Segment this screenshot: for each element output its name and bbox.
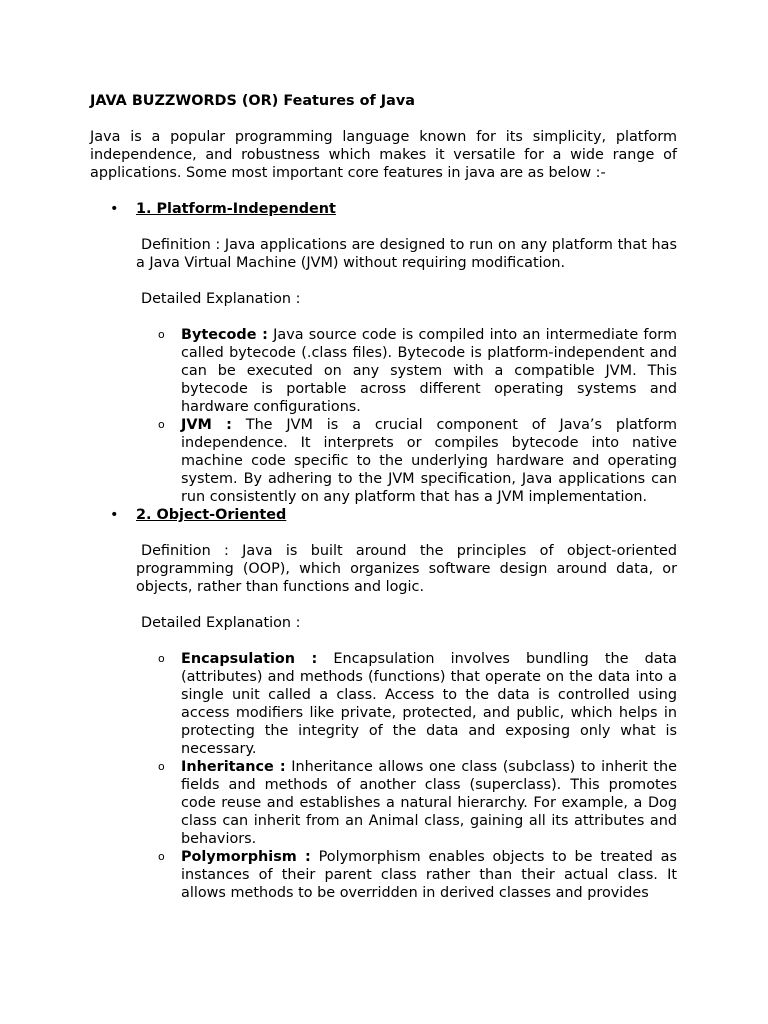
list-item bbox=[136, 758, 677, 848]
bullet-icon: • bbox=[110, 507, 119, 523]
definition-paragraph: Definition : Java applications are designed to run on any platform that has a Java Virtual Machine (JVM) without requiring modification. bbox=[136, 237, 677, 271]
term-label: JVM : bbox=[181, 417, 232, 433]
term-label: Polymorphism : bbox=[181, 849, 311, 865]
section-object-oriented bbox=[90, 506, 677, 902]
term-description: Encapsulation involves bundling the data (attributes) and methods (functions) that operate on the data into a single unit called a class. Access to the data is controlled using access modifiers like private, protected, and public, which helps in protecting the integrity of the data and exposing only what is necessary. bbox=[181, 651, 677, 757]
document-title: JAVA BUZZWORDS (OR) Features of Java bbox=[90, 93, 415, 109]
section-heading: 1. Platform-Independent bbox=[136, 201, 336, 217]
term-description: Inheritance allows one class (subclass) to inherit the fields and methods of another class (superclass). This promotes code reuse and establishes a natural hierarchy. For example, a Dog class can inherit from an Animal class, gaining all its attributes and behaviors. bbox=[181, 759, 677, 847]
sub-list bbox=[136, 326, 677, 506]
term-label: Encapsulation : bbox=[181, 651, 318, 667]
list-item bbox=[136, 848, 677, 902]
definition-paragraph: Definition : Java is built around the principles of object-oriented programming (OOP), which organizes software design around data, or objects, rather than functions and logic. bbox=[136, 543, 677, 595]
intro-paragraph: Java is a popular programming language known for its simplicity, platform independence, and robustness which makes it versatile for a wide range of applications. Some most important core features in java are as below :- bbox=[90, 129, 677, 181]
list-item bbox=[136, 650, 677, 758]
explanation-label: Detailed Explanation : bbox=[141, 291, 301, 307]
sub-list bbox=[136, 650, 677, 902]
section-heading: 2. Object-Oriented bbox=[136, 507, 287, 523]
circle-bullet-icon: o bbox=[158, 760, 165, 773]
circle-bullet-icon: o bbox=[158, 418, 165, 431]
term-label: Inheritance : bbox=[181, 759, 286, 775]
bullet-icon: • bbox=[110, 201, 119, 217]
section-platform-independent bbox=[90, 200, 677, 506]
explanation-label: Detailed Explanation : bbox=[141, 615, 301, 631]
term-label: Bytecode : bbox=[181, 327, 268, 343]
circle-bullet-icon: o bbox=[158, 652, 165, 665]
term-description: Java source code is compiled into an intermediate form called bytecode (.class files). Bytecode is platform-independent and can be executed on any system with a compatible JVM. This bytecode is portable across different operating systems and hardware configurations. bbox=[181, 327, 677, 415]
document-page bbox=[90, 92, 677, 902]
circle-bullet-icon: o bbox=[158, 850, 165, 863]
circle-bullet-icon: o bbox=[158, 328, 165, 341]
list-item bbox=[136, 416, 677, 506]
term-description: The JVM is a crucial component of Java’s platform independence. It interprets or compiles bytecode into native machine code specific to the underlying hardware and operating system. By adhering to the JVM specification, Java applications can run consistently on any platform that has a JVM implementation. bbox=[181, 417, 678, 505]
list-item bbox=[136, 326, 677, 416]
term-description: Polymorphism enables objects to be treated as instances of their parent class rather than their actual class. It allows methods to be overridden in derived classes and provides bbox=[181, 849, 678, 901]
